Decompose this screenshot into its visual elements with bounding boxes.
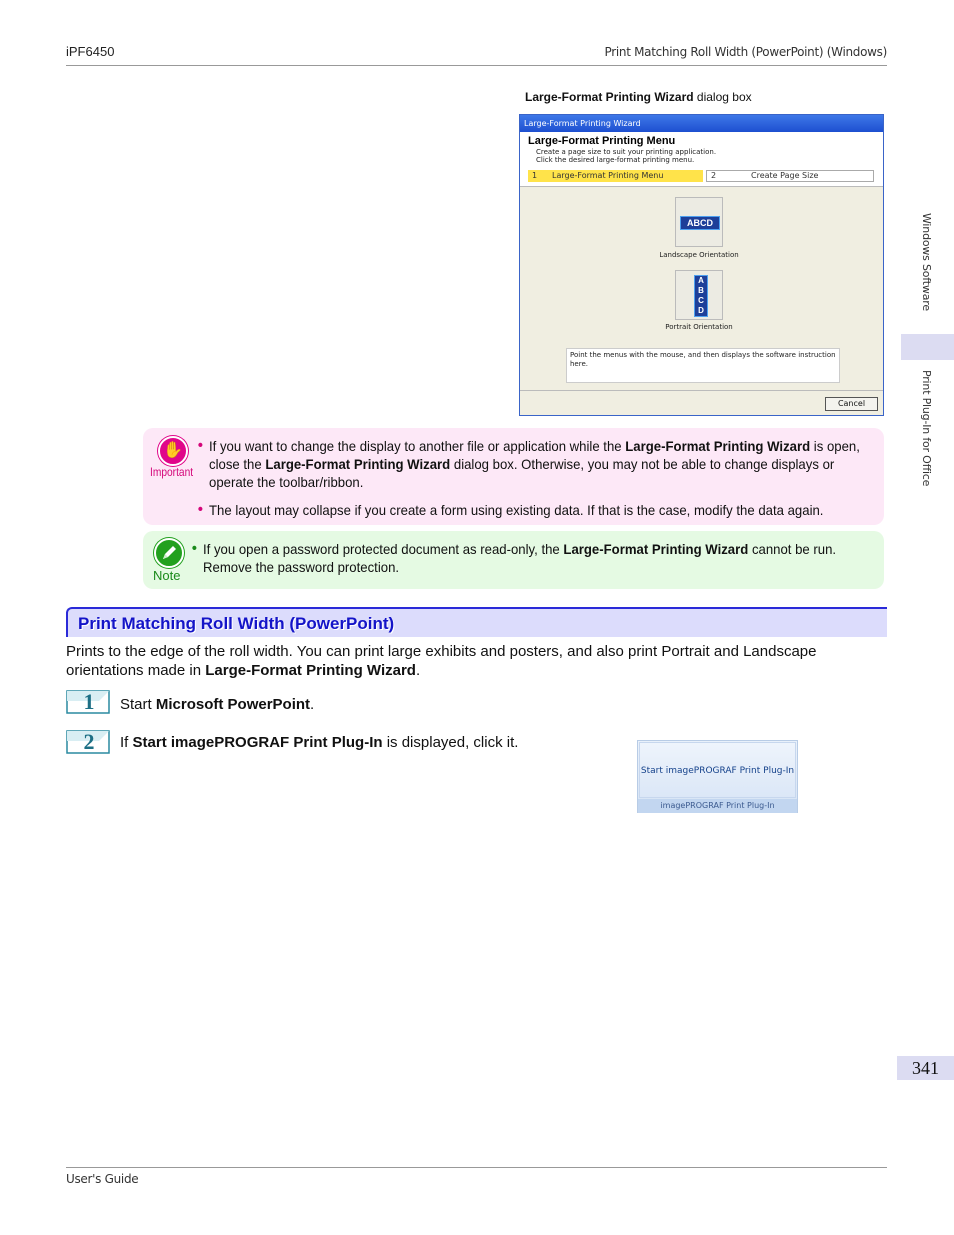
note-pencil-icon	[154, 538, 184, 568]
ribbon-group-screenshot	[637, 740, 798, 813]
landscape-orientation-label: Landscape Orientation	[659, 251, 739, 259]
step-1-badge	[65, 689, 111, 715]
step-2-badge	[65, 729, 111, 755]
dialog-header	[520, 132, 883, 186]
note-label: Note	[153, 568, 181, 583]
wizard-step-1[interactable]	[528, 170, 703, 182]
step-2-number: 2	[83, 729, 95, 754]
step-1-number: 1	[83, 689, 95, 714]
figure-caption-bold: Large-Format Printing Wizard	[525, 90, 694, 104]
step-2-text: If Start imagePROGRAF Print Plug-In is displayed, click it.	[120, 734, 519, 751]
ribbon-group-label: imagePROGRAF Print Plug-In	[638, 799, 797, 813]
wizard-step-2-number: 2	[711, 171, 717, 180]
wizard-step-2-label: Create Page Size	[751, 171, 819, 180]
section-title: Print Matching Roll Width (PowerPoint)	[78, 614, 395, 633]
start-imageprograf-plugin-button[interactable]: Start imagePROGRAF Print Plug-In	[639, 742, 796, 798]
dialog-instruction-box: Point the menus with the mouse, and then displays the software instruction here.	[566, 348, 840, 383]
side-tab-print-plugin-office[interactable]: Print Plug-In for Office	[920, 370, 933, 487]
landscape-orientation-button[interactable]	[675, 197, 723, 247]
portrait-letter: C	[698, 296, 704, 305]
important-bullet-2: • The layout may collapse if you create a form using existing data. If that is the case, modify the data again.	[197, 501, 824, 518]
cancel-button[interactable]: Cancel	[825, 397, 878, 411]
dialog-heading: Large-Format Printing Menu	[528, 135, 676, 147]
note-bullet-1: • If you open a password protected document as read-only, the Large-Format Printing Wizard cannot be run. Remove the password protection.	[191, 540, 837, 575]
side-tab-active-marker	[901, 334, 954, 360]
dialog-title-bar: Large-Format Printing Wizard	[520, 115, 883, 132]
dialog-bottom-separator	[520, 390, 883, 391]
dialog-separator	[520, 186, 883, 187]
landscape-abcd-icon: ABCD	[680, 216, 720, 230]
section-heading-bar	[66, 607, 887, 637]
wizard-dialog	[519, 114, 884, 416]
section-intro-paragraph: Prints to the edge of the roll width. You can print large exhibits and posters, and also print Portrait and Landscape orientations made in Large-Format Printing Wizard.	[66, 643, 817, 679]
figure-caption-rest: dialog box	[693, 90, 752, 104]
portrait-abcd-icon	[694, 275, 708, 317]
wizard-step-1-number: 1	[532, 171, 538, 180]
dialog-subtext	[536, 148, 716, 164]
page-number: 341	[897, 1056, 954, 1080]
important-label: Important	[150, 465, 194, 479]
header-rule	[66, 65, 887, 66]
step-1-text: Start Microsoft PowerPoint.	[120, 696, 315, 713]
header-section-title: Print Matching Roll Width (PowerPoint) (Windows)	[604, 45, 887, 59]
dialog-subtext-line2: Click the desired large-format printing menu.	[536, 156, 695, 164]
wizard-step-2[interactable]	[706, 170, 874, 182]
portrait-letter: A	[698, 276, 704, 285]
portrait-orientation-label: Portrait Orientation	[665, 323, 733, 331]
important-hand-icon: ✋	[158, 436, 188, 466]
wizard-step-1-label: Large-Format Printing Menu	[552, 171, 664, 180]
portrait-letter: D	[698, 306, 704, 315]
bullet-dot-icon: •	[197, 437, 203, 454]
important-bullet-1: • If you want to change the display to another file or application while the Large-Format Printing Wizard is open, close the Large-Format Printing Wizard dialog box. Otherwise, you may not be able to change displays or operate the toolbar/ribbon.	[197, 437, 860, 490]
bullet-dot-icon: •	[191, 540, 197, 557]
header-model: iPF6450	[66, 44, 115, 59]
footer-users-guide: User's Guide	[66, 1172, 139, 1186]
footer-rule	[66, 1167, 887, 1168]
portrait-letter: B	[698, 286, 704, 295]
side-tab-windows-software[interactable]: Windows Software	[920, 213, 933, 311]
figure-caption	[525, 90, 752, 104]
dialog-subtext-line1: Create a page size to suit your printing application.	[536, 148, 717, 156]
bullet-dot-icon: •	[197, 501, 203, 518]
portrait-orientation-button[interactable]	[675, 270, 723, 320]
